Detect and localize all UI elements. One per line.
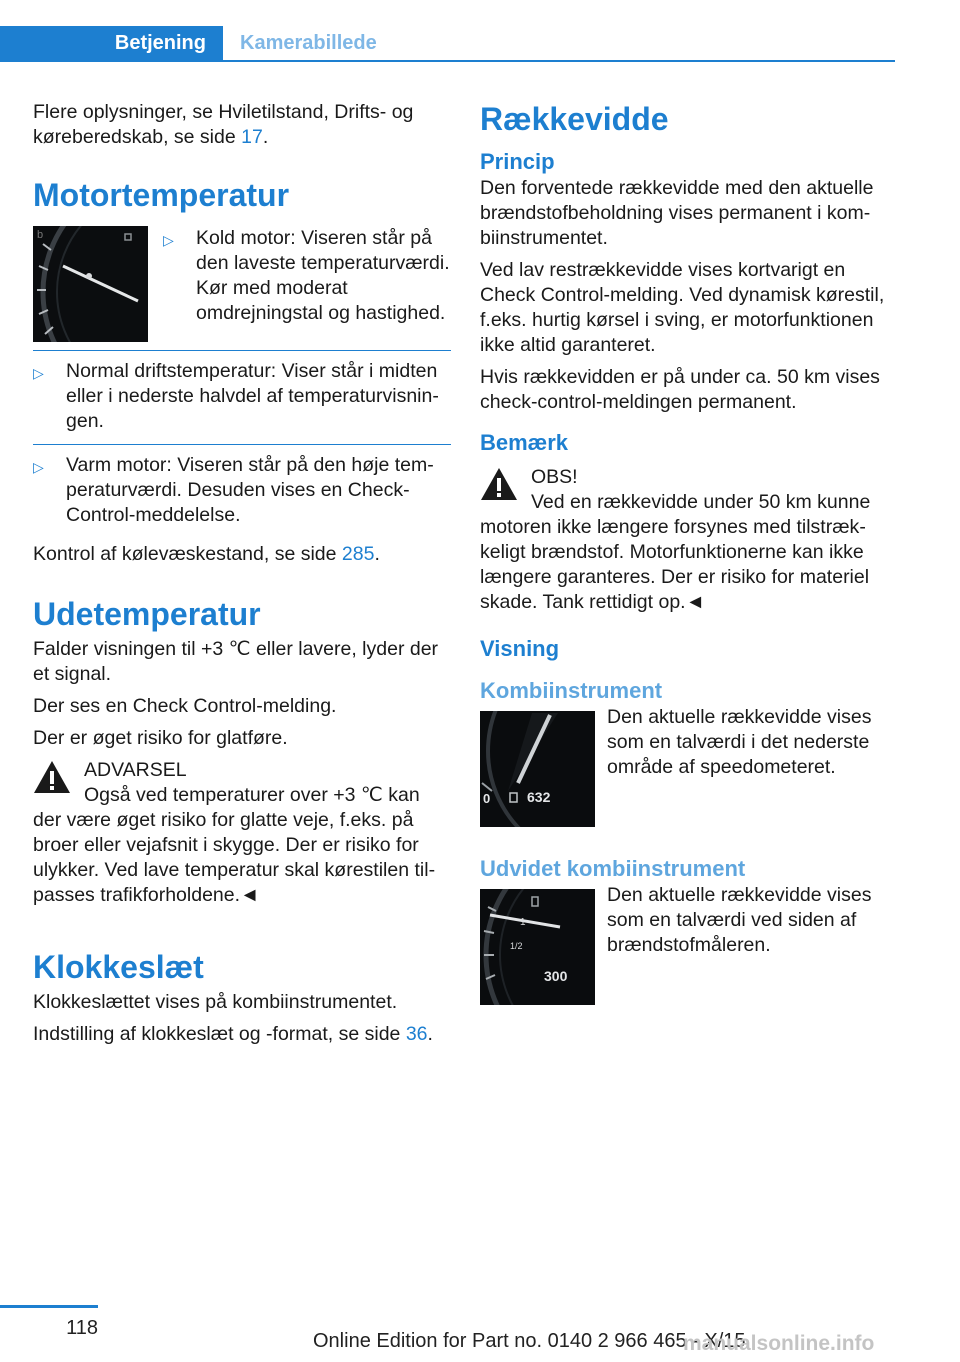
outside-paragraph-3: Der er øget risiko for glatføre.	[33, 727, 288, 749]
svg-text:0: 0	[483, 791, 491, 806]
triangle-bullet-icon: ▷	[163, 232, 174, 248]
outside-paragraph-2: Der ses en Check Control-melding.	[33, 695, 337, 717]
watermark: manualsonline.info	[683, 1332, 875, 1355]
speedometer-range-image	[480, 711, 595, 827]
page-link-36[interactable]: 36	[405, 1023, 428, 1045]
svg-text:b: b	[37, 229, 44, 241]
coolant-paragraph: Kontrol af kølevæskestand, se side 285.	[33, 543, 380, 565]
svg-text:1: 1	[520, 917, 526, 928]
principle-paragraph-1: Den forventede rækkevidde med den aktuelle brændstofbeholdning vises permanent i kombiinstrumentet.	[480, 177, 874, 249]
bullet-cold: b ▷ Kold motor: Viseren står på den laveste temperaturværdi. Kør med moderat omdrejningstal og hastighed.	[33, 226, 451, 351]
intro-paragraph: Flere oplysninger, se Hviletilstand, Drifts- og køreberedskab, se side 17.	[33, 101, 414, 148]
bullet-hot: ▷ Varm motor: Viseren står på den høje temperaturværdi. Desuden vises en Check-Control-meddelelse.	[33, 454, 434, 526]
fuel-gauge-range-image	[480, 889, 595, 1005]
triangle-bullet-icon: ▷	[33, 365, 44, 381]
principle-paragraph-3: Hvis rækkevidden er på under ca. 50 km vises check-control-meldingen permanent.	[480, 366, 880, 413]
header-rule	[0, 60, 895, 62]
tab-kamerabillede[interactable]: Kamerabillede	[240, 31, 377, 54]
kombi-heading: Kombiinstrument	[480, 678, 663, 703]
svg-text:632: 632	[527, 789, 551, 805]
footer-rule	[0, 1305, 98, 1308]
left-column	[33, 100, 451, 1054]
clock-paragraph-1: Klokkeslættet vises på kombiinstrumentet.	[33, 991, 398, 1013]
note-box	[480, 465, 896, 615]
note-title: OBS!	[531, 466, 578, 488]
tab-betjening[interactable]: Betjening	[0, 26, 223, 60]
kombi-block	[480, 706, 896, 827]
svg-text:1/2: 1/2	[510, 941, 523, 951]
bullet-normal: ▷ Normal driftstemperatur: Viser står i midten eller i nederste halvdel af temperaturvisningen.	[33, 351, 451, 445]
outside-paragraph-1: Falder visningen til +3 ℃ eller lavere, lyder der et signal.	[33, 638, 439, 685]
triangle-bullet-icon: ▷	[33, 459, 44, 475]
outside-temperature-heading: Udetemperatur	[33, 596, 261, 632]
page-link-17[interactable]: 17	[241, 126, 263, 148]
section-header	[0, 26, 895, 62]
clock-heading: Klokkeslæt	[33, 949, 204, 985]
temperature-gauge-image	[33, 226, 148, 342]
page-number: 118	[66, 1317, 98, 1339]
note-heading: Bemærk	[480, 430, 569, 455]
warning-title: ADVARSEL	[84, 759, 187, 781]
motor-temperature-heading: Motortemperatur	[33, 177, 290, 213]
page-link-285[interactable]: 285	[341, 543, 375, 565]
svg-text:300: 300	[544, 968, 568, 984]
warning-text: Også ved temperaturer over +3 ℃ kan der være øget risiko for glatte veje, f.eks. på broer eller vejafsnit i skygge. Der er risiko for ulykker. Ved lave temperatur skal kørestilen tilpasses trafikforholdene.◄	[33, 784, 436, 906]
principle-paragraph-2: Ved lav restrækkevidde vises kortvarigt en Check Control-melding. Ved dynamisk kørestil, f.eks. hurtig kørsel i sving, er motorfunktionen ikke altid garanteret.	[480, 259, 885, 356]
range-heading: Rækkevidde	[480, 101, 669, 137]
extended-kombi-heading: Udvidet kombiinstrument	[480, 856, 746, 881]
clock-paragraph-2: Indstilling af klokkeslæt og -format, se side 36.	[33, 1023, 433, 1045]
extended-kombi-text: Den aktuelle rækkevidde vises som en talværdi ved siden af brændstofmåleren.	[607, 884, 872, 956]
note-text: Ved en rækkevidde under 50 km kunne motoren ikke længere forsynes med tilstrækkeligt brændstof. Motorfunktionerne kan ikke længere garanteres. Der er risiko for materiel skade. Tank rettidigt op.◄	[480, 491, 871, 613]
edition-text: Online Edition for Part no. 0140 2 966 465 - X/15	[313, 1330, 746, 1352]
display-heading: Visning	[480, 636, 560, 661]
warning-triangle-icon	[480, 467, 518, 501]
warning-triangle-icon	[33, 760, 71, 794]
warning-box	[33, 758, 451, 908]
principle-heading: Princip	[480, 149, 555, 174]
kombi-text: Den aktuelle rækkevidde vises som en talværdi i det nederste område af speedometeret.	[607, 706, 872, 778]
extended-kombi-block	[480, 884, 896, 1005]
right-column	[480, 100, 896, 1005]
